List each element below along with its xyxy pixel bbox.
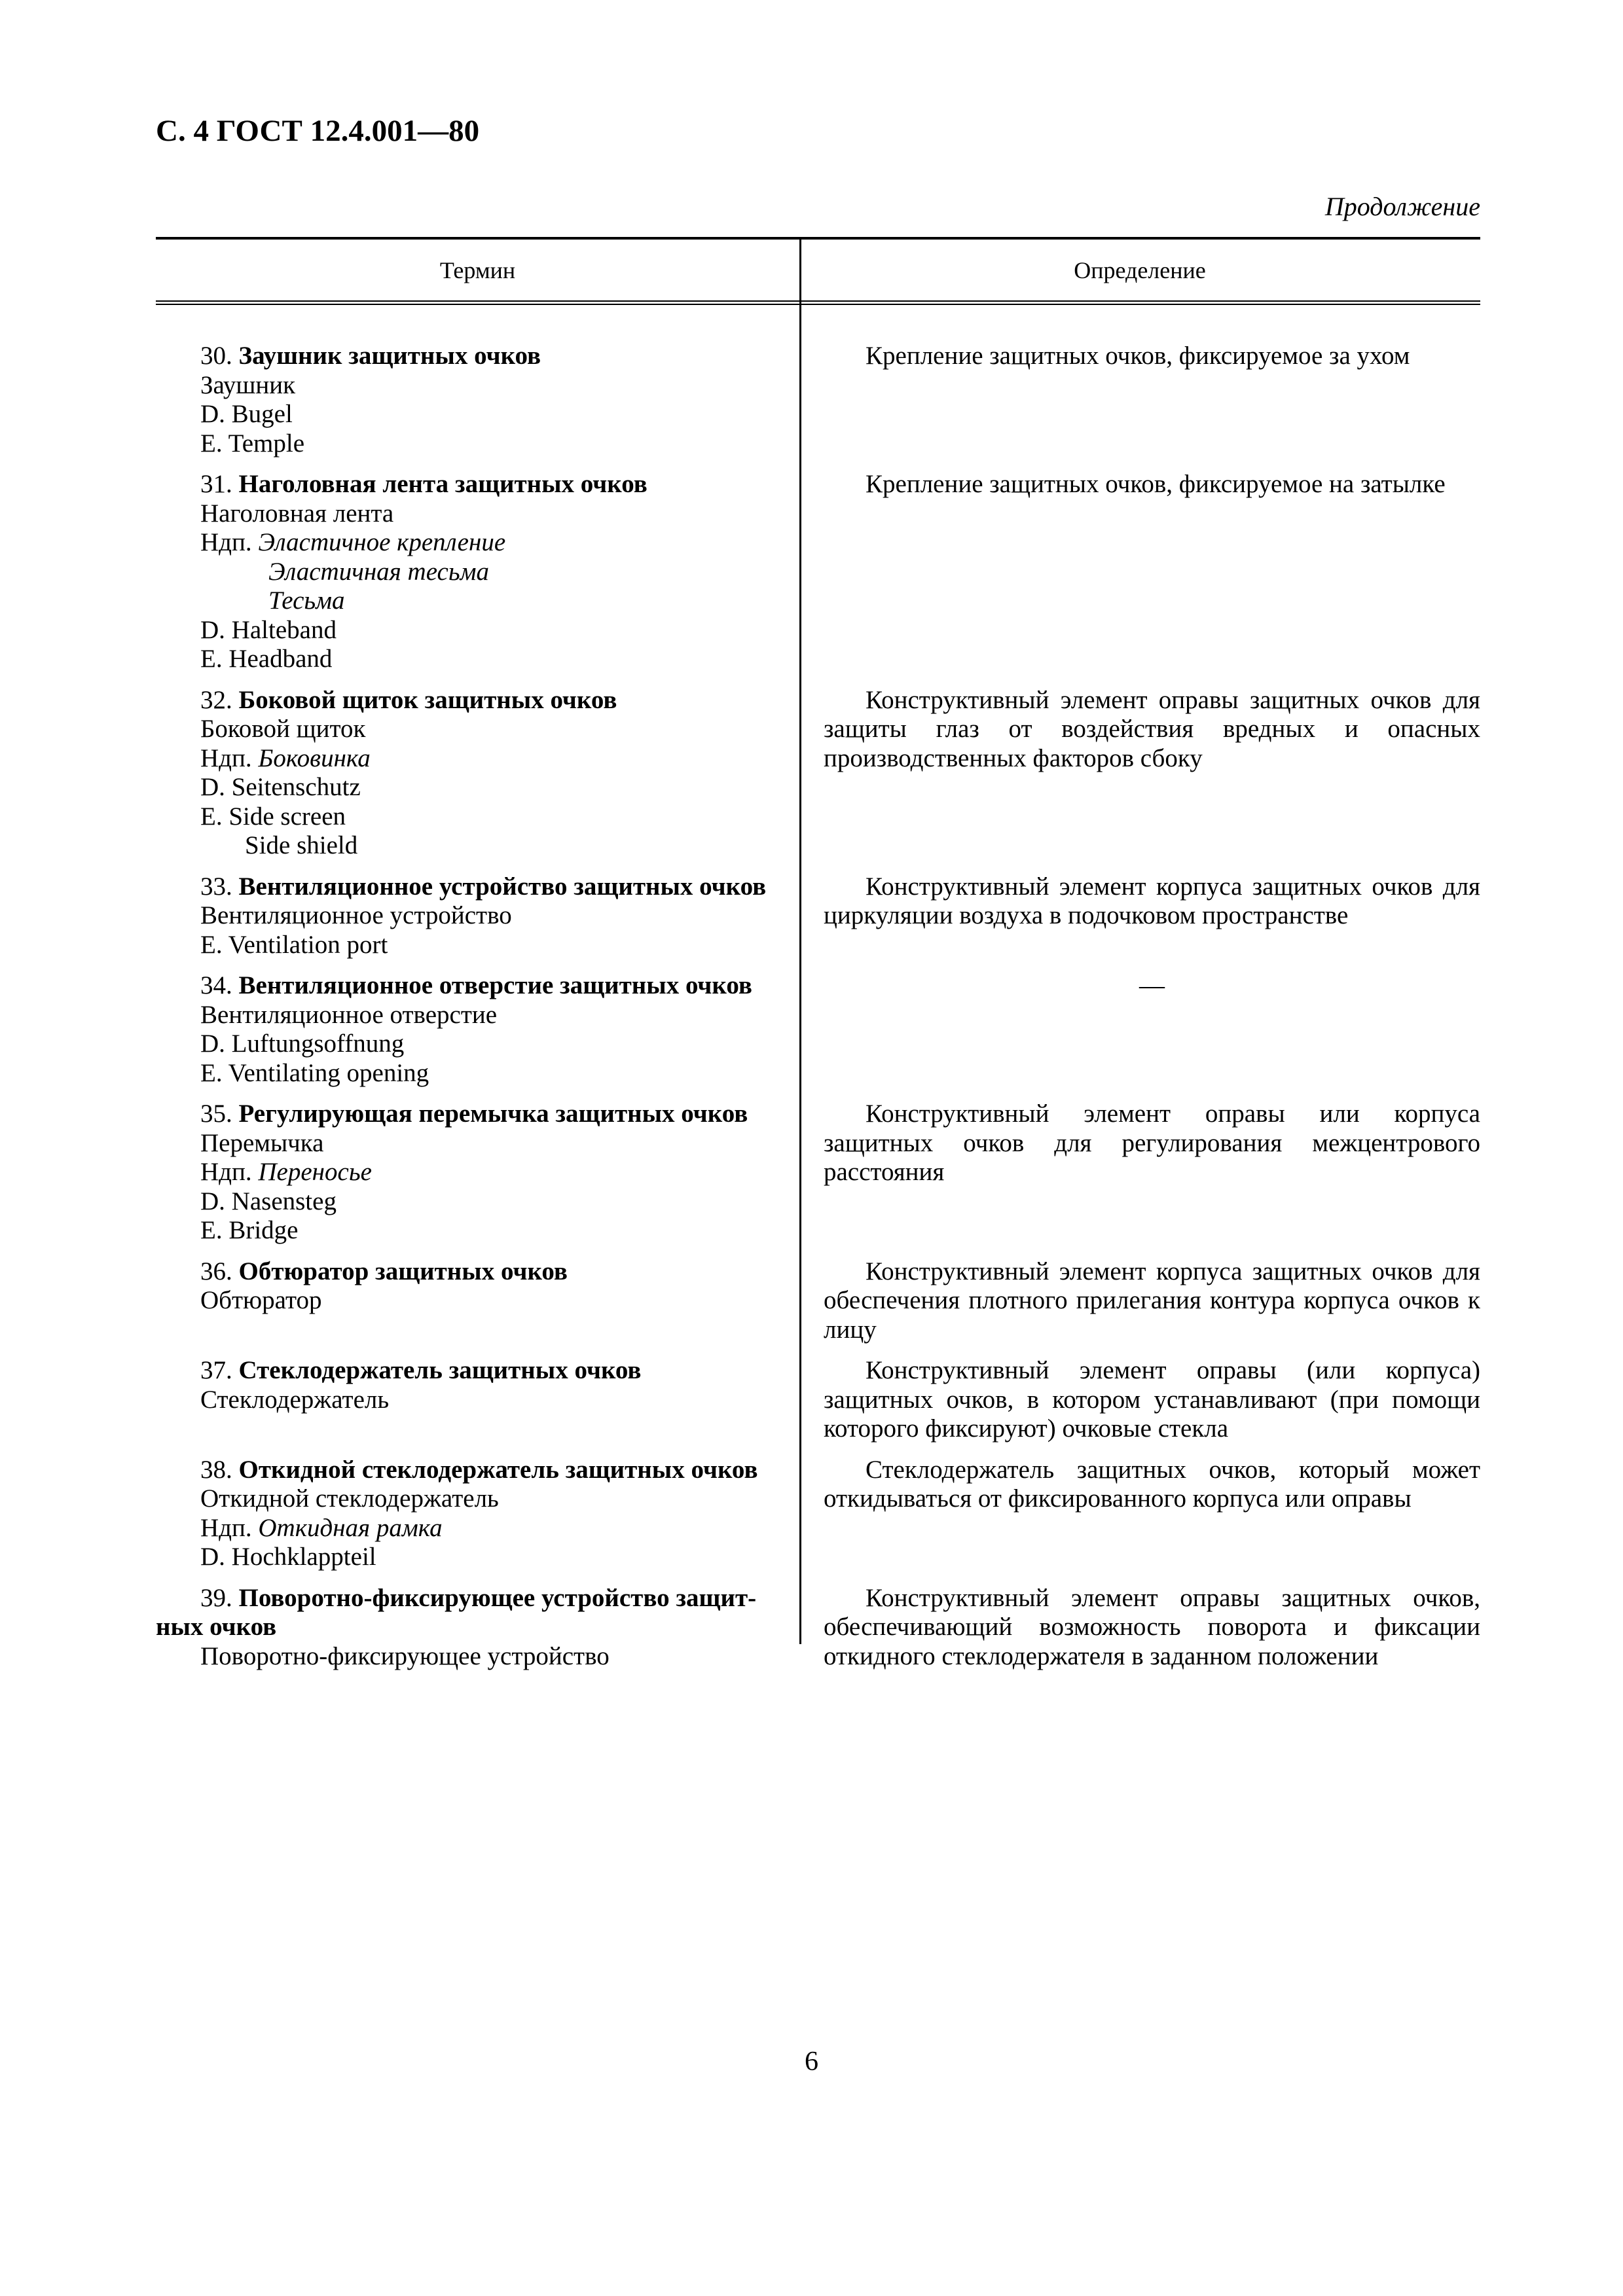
term-german: Seitenschutz — [231, 773, 361, 801]
lang-prefix-en: E. — [200, 1058, 223, 1087]
term-german: Halteband — [231, 615, 337, 644]
term-title: Вентиляционное устройство защитных очков — [238, 872, 767, 901]
term-cell — [156, 1257, 771, 1345]
term-deprecated: Боковинка — [258, 744, 371, 772]
terms-table-body — [156, 342, 1480, 1683]
table-row — [156, 971, 1480, 1088]
term-cell — [156, 1456, 771, 1572]
term-deprecated: Тесьма — [268, 586, 345, 615]
definition-cell: Крепление защитных очков, фиксируемое за ухом — [866, 342, 1410, 370]
term-english: Side shield — [245, 831, 358, 859]
term-number: 37. — [200, 1356, 232, 1384]
term-deprecated: Эластичное крепление — [258, 528, 506, 556]
term-cell — [156, 872, 771, 960]
definition-cell: — — [1139, 971, 1165, 999]
term-deprecated: Откидная рамка — [258, 1513, 443, 1542]
definition-cell: Конструктивный элемент корпуса защитных очков для циркуляции воздуха в подочковом пространстве — [824, 872, 1480, 929]
term-cell — [156, 470, 771, 674]
table-row — [156, 1584, 1480, 1672]
term-title: Наголовная лента защитных очков — [238, 470, 647, 498]
term-cell — [156, 1356, 771, 1444]
term-short: Заушник — [200, 370, 296, 399]
term-short: Наголовная лента — [200, 499, 394, 528]
term-title: Обтюратор защитных очков — [238, 1257, 568, 1285]
table-row — [156, 1257, 1480, 1345]
table-row — [156, 1100, 1480, 1246]
table-row — [156, 342, 1480, 458]
term-number: 36. — [200, 1257, 232, 1285]
term-title: Стеклодержатель защитных очков — [238, 1356, 642, 1384]
term-title: Заушник защитных очков — [238, 342, 541, 370]
term-short: Перемычка — [200, 1128, 324, 1157]
term-cell — [156, 1584, 771, 1672]
definition-cell: Конструктивный элемент оправы защитных очков, обеспечивающий возможность поворота и фиксации откидного стеклодержателя в заданном положении — [824, 1583, 1480, 1670]
term-english: Ventilation port — [228, 930, 388, 959]
term-cell — [156, 1100, 771, 1246]
term-number: 34. — [200, 971, 232, 999]
term-german: Bugel — [231, 400, 293, 428]
document-header: С. 4 ГОСТ 12.4.001—80 — [156, 114, 480, 148]
ndp-label: Ндп. — [200, 1513, 252, 1542]
continuation-label: Продолжение — [1324, 192, 1480, 221]
table-row — [156, 470, 1480, 674]
term-number: 30. — [200, 342, 232, 370]
lang-prefix-en: E. — [200, 645, 223, 673]
term-short: Откидной стеклодержатель — [200, 1484, 499, 1513]
term-cell — [156, 971, 771, 1088]
term-short: Вентиляционное устройство — [200, 901, 512, 929]
lang-prefix-de: D. — [200, 1543, 225, 1571]
term-short: Вентиляционное отверстие — [200, 1000, 498, 1029]
table-header — [156, 237, 1480, 305]
term-short: Поворотно-фиксирующее устройство — [200, 1641, 610, 1670]
term-number: 38. — [200, 1455, 232, 1484]
term-cell — [156, 342, 771, 458]
term-title-continued: ных очков — [156, 1613, 277, 1641]
term-title: Откидной стеклодержатель защитных очков — [238, 1455, 758, 1484]
lang-prefix-de: D. — [200, 400, 225, 428]
term-deprecated: Переносье — [258, 1158, 372, 1186]
page-number: 6 — [805, 2047, 818, 2077]
term-english: Ventilating opening — [228, 1058, 429, 1087]
term-short: Обтюратор — [200, 1286, 322, 1314]
ndp-label: Ндп. — [200, 744, 252, 772]
lang-prefix-de: D. — [200, 773, 225, 801]
table-row — [156, 1456, 1480, 1572]
term-title: Вентиляционное отверстие защитных очков — [238, 971, 752, 999]
lang-prefix-de: D. — [200, 1030, 225, 1058]
term-english: Headband — [228, 645, 333, 673]
table-row — [156, 686, 1480, 861]
term-german: Hochklappteil — [231, 1543, 376, 1571]
ndp-label: Ндп. — [200, 528, 252, 556]
term-english: Temple — [228, 429, 305, 457]
definition-cell: Конструктивный элемент оправы (или корпуса) защитных очков, в котором устанавливают (при помощи которого фиксируют) очковые стекла — [824, 1356, 1480, 1443]
table-row — [156, 1356, 1480, 1444]
lang-prefix-en: E. — [200, 930, 223, 959]
term-english: Side screen — [228, 802, 346, 831]
term-english: Bridge — [228, 1216, 299, 1244]
term-number: 32. — [200, 685, 232, 714]
table-row — [156, 872, 1480, 960]
term-number: 35. — [200, 1100, 232, 1128]
definition-cell: Конструктивный элемент корпуса защитных очков для обеспечения плотного прилегания контура корпуса очков к лицу — [824, 1257, 1480, 1344]
term-title: Регулирующая перемычка защитных очков — [238, 1100, 748, 1128]
column-header-term: Термин — [439, 257, 516, 283]
term-title: Поворотно-фиксирующее устройство защит- — [238, 1583, 757, 1612]
definition-cell: Конструктивный элемент оправы защитных очков для защиты глаз от воздействия вредных и опасных производственных факторов сбоку — [824, 685, 1480, 772]
definition-cell: Конструктивный элемент оправы или корпуса защитных очков для регулирования межцентрового расстояния — [824, 1100, 1480, 1186]
term-deprecated: Эластичная тесьма — [268, 557, 489, 586]
definition-cell: Стеклодержатель защитных очков, который может откидываться от фиксированного корпуса или оправы — [824, 1455, 1480, 1513]
term-german: Nasensteg — [231, 1187, 337, 1215]
term-number: 31. — [200, 470, 232, 498]
term-title: Боковой щиток защитных очков — [238, 685, 617, 714]
lang-prefix-de: D. — [200, 615, 225, 644]
term-short: Стеклодержатель — [200, 1385, 390, 1414]
term-cell — [156, 686, 771, 861]
column-header-definition: Определение — [1074, 257, 1206, 283]
term-number: 33. — [200, 872, 232, 901]
definition-cell: Крепление защитных очков, фиксируемое на затылке — [866, 470, 1446, 498]
lang-prefix-en: E. — [200, 429, 223, 457]
term-german: Luftungsoffnung — [231, 1030, 405, 1058]
term-short: Боковой щиток — [200, 715, 366, 743]
lang-prefix-en: E. — [200, 1216, 223, 1244]
ndp-label: Ндп. — [200, 1158, 252, 1186]
term-number: 39. — [200, 1583, 232, 1612]
lang-prefix-de: D. — [200, 1187, 225, 1215]
lang-prefix-en: E. — [200, 802, 223, 831]
